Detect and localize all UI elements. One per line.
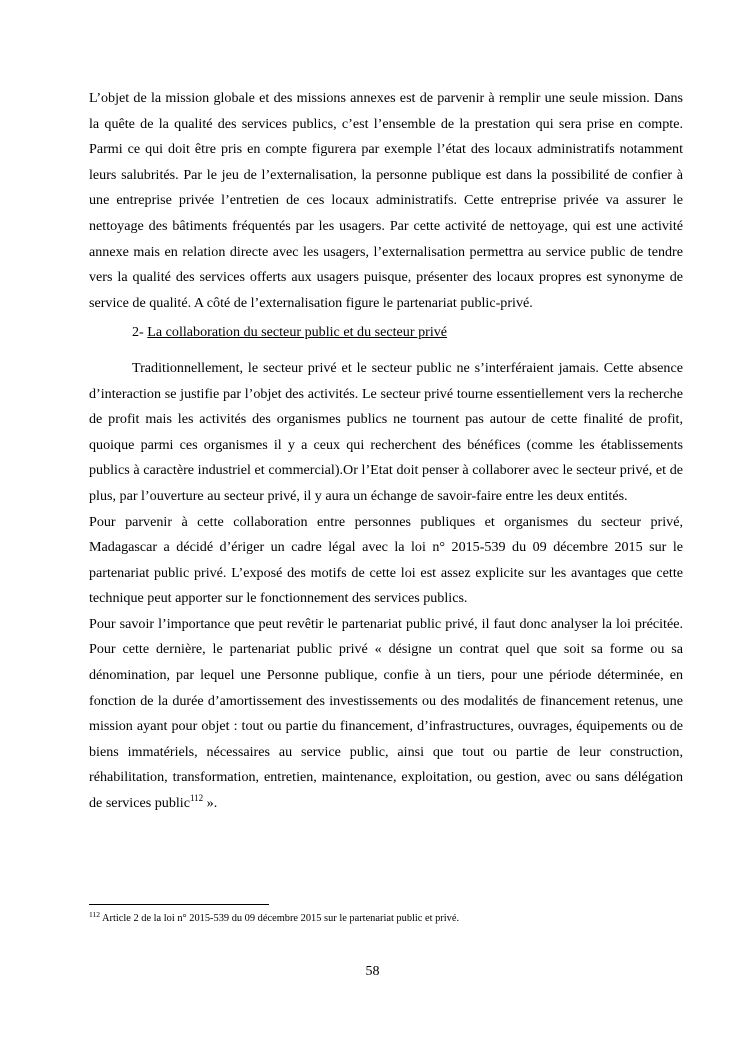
footnote xyxy=(89,912,683,926)
paragraph-mission-globale: L’objet de la mission globale et des missions annexes est de parvenir à remplir une seule mission. Dans la quête de la qualité des services publics, c’est l’ensemble de la prestation qui sera prise en compte. Parmi ce qui doit être pris en compte figurera par exemple l’état des locaux administratifs notamment leurs salubrités. Par le jeu de l’externalisation, la personne publique est dans la possibilité de confier à une entreprise privée l’entretien de ces locaux administratifs. Cette entreprise privée va assurer le nettoyage des bâtiments fréquentés par les usagers. Par cette activité de nettoyage, qui est une activité annexe mais en relation directe avec les usagers, l’externalisation permettra au service public de tendre vers la qualité des services offerts aux usagers puisque, présenter des locaux propres est synonyme de service de qualité. A côté de l’externalisation figure le partenariat public-privé. xyxy=(89,90,683,311)
section-number: 2- xyxy=(132,324,148,341)
paragraph-traditionnellement: Traditionnellement, le secteur privé et le secteur public ne s’interféraient jamais. Cette absence d’interaction se justifie par l’objet des activités. Le secteur privé tourne essentiellement vers la recherche de profit mais les activités des organismes publics ne tournent pas autour de cette finalité de profit, quoique parmi ces organismes il y a ceux qui recherchent des bénéfices (comme les établissements publics à caractère industriel et commercial).Or l’Etat doit penser à collaborer avec le secteur privé, et de plus, par l’ouverture au secteur privé, il y aura un échange de savoir-faire entre les deux entités. xyxy=(89,359,683,504)
paragraph-madagascar: Pour parvenir à cette collaboration entre personnes publiques et organismes du secteur privé, Madagascar a décidé d’ériger un cadre légal avec la loi n° 2015-539 du 09 décembre 2015 sur le partenariat public privé. L’exposé des motifs de cette loi est assez explicite sur les avantages que cette technique peut apporter sur le fonctionnement des services publics. xyxy=(89,513,683,607)
section-title: La collaboration du secteur public et du secteur privé xyxy=(147,324,448,341)
page-number: 58 xyxy=(365,964,380,979)
section-heading xyxy=(89,320,683,346)
footnote-reference[interactable]: 112 xyxy=(189,793,204,804)
footnote-text: Article 2 de la loi n° 2015-539 du 09 décembre 2015 sur le partenariat public et privé. xyxy=(99,913,460,924)
body-text xyxy=(89,86,683,817)
footnote-number: 112 xyxy=(89,910,100,919)
paragraph-definition xyxy=(89,612,683,817)
definition-end: ». xyxy=(203,795,218,812)
footnote-divider xyxy=(89,904,269,905)
definition-text: Pour savoir l’importance que peut revêtir le partenariat public privé, il faut donc analyser la loi précitée. Pour cette dernière, le partenariat public privé « désigne un contrat quel que soit sa forme ou sa dénomination, par lequel une Personne publique, confie à un tiers, pour une période déterminée, en fonction de la durée d’amortissement des investissements ou des modalités de financement retenus, une mission ayant pour objet : tout ou partie du financement, d’infrastructures, ouvrages, équipements ou de biens immatériels, nécessaires au service public, ainsi que tout ou partie de leur construction, réhabilitation, transformation, entretien, maintenance, exploitation, ou gestion, avec ou sans délégation de services public xyxy=(89,615,683,812)
